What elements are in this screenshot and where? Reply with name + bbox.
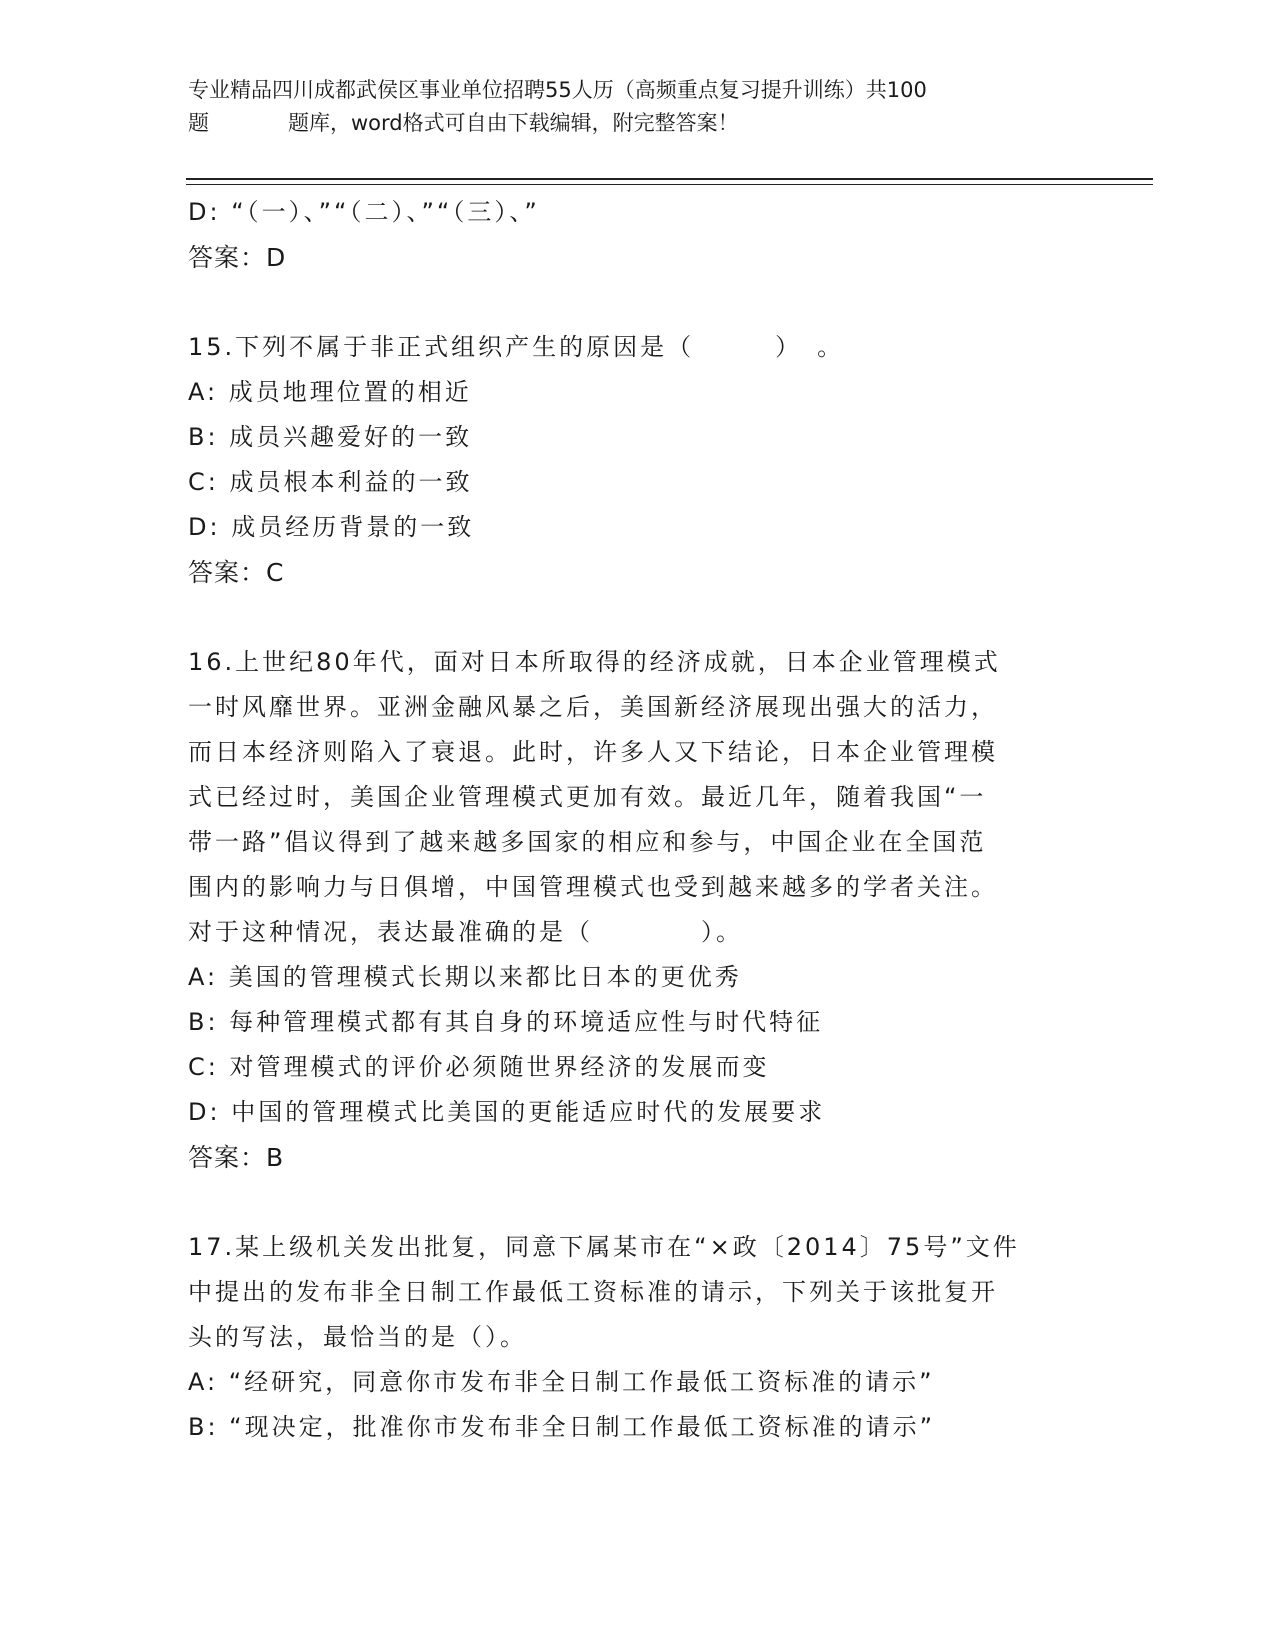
- question-line: C: 成员根本利益的一致: [188, 468, 473, 496]
- document-body: [188, 190, 1148, 1450]
- question-stem-line: 17.某上级机关发出批复，同意下属某市在“×政〔2014〕75号”文件: [188, 1233, 1020, 1261]
- header-line-2-rest: 题库，word格式可自由下载编辑，附完整答案！: [288, 111, 739, 135]
- document-header: [188, 74, 1088, 140]
- block-spacer: [188, 280, 1148, 325]
- block-spacer: [188, 595, 1148, 640]
- question-line: D: 中国的管理模式比美国的更能适应时代的发展要求: [188, 1098, 826, 1126]
- question-line: B: 成员兴趣爱好的一致: [188, 423, 473, 451]
- question-line: C: 对管理模式的评价必须随世界经济的发展而变: [188, 1053, 770, 1081]
- header-title-line-2: [188, 107, 1088, 140]
- header-title-line-1: 专业精品四川成都武侯区事业单位招聘55人历（高频重点复习提升训练）共100: [188, 78, 927, 102]
- question-line: A: “经研究，同意你市发布非全日制工作最低工资标准的请示”: [188, 1368, 935, 1396]
- question-line: D: 成员经历背景的一致: [188, 513, 475, 541]
- header-line-2-start: 题: [188, 111, 209, 135]
- question-line: B: “现决定，批准你市发布非全日制工作最低工资标准的请示”: [188, 1413, 936, 1441]
- header-divider-thin: [186, 184, 1153, 185]
- question-block: [188, 1225, 1148, 1450]
- question-line: A: 成员地理位置的相近: [188, 378, 472, 406]
- question-stem-line: 16.上世纪80年代，面对日本所取得的经济成就，日本企业管理模式: [188, 648, 1001, 676]
- block-spacer: [188, 1180, 1148, 1225]
- answer-line: 答案：D: [188, 243, 287, 272]
- question-line: 带一路”倡议得到了越来越多国家的相应和参与，中国企业在全国范: [188, 828, 987, 856]
- question-line: 一时风靡世界。亚洲金融风暴之后，美国新经济展现出强大的活力，: [188, 693, 998, 721]
- answer-line: 答案：B: [188, 1143, 285, 1172]
- header-divider-thick: [186, 178, 1153, 180]
- answer-line: 答案：C: [188, 558, 285, 587]
- question-line: 而日本经济则陷入了衰退。此时，许多人又下结论，日本企业管理模: [188, 738, 998, 766]
- question-line: 头的写法，最恰当的是（）。: [188, 1323, 527, 1351]
- question-block: [188, 325, 1148, 595]
- question-line: 中提出的发布非全日制工作最低工资标准的请示，下列关于该批复开: [188, 1278, 998, 1306]
- question-line: 对于这种情况，表达最准确的是（ ）。: [188, 918, 743, 946]
- question-tail: [188, 190, 1148, 280]
- question-line: A: 美国的管理模式长期以来都比日本的更优秀: [188, 963, 742, 991]
- question-line: 围内的影响力与日俱增，中国管理模式也受到越来越多的学者关注。: [188, 873, 998, 901]
- question-line: B: 每种管理模式都有其自身的环境适应性与时代特征: [188, 1008, 824, 1036]
- question-line: 式已经过时，美国企业管理模式更加有效。最近几年，随着我国“一: [188, 783, 987, 811]
- question-stem-line: 15.下列不属于非正式组织产生的原因是（ ） 。: [188, 333, 845, 361]
- question-block: [188, 640, 1148, 1180]
- question-line: D: “（一）、”“（二）、”“（三）、”: [188, 198, 540, 226]
